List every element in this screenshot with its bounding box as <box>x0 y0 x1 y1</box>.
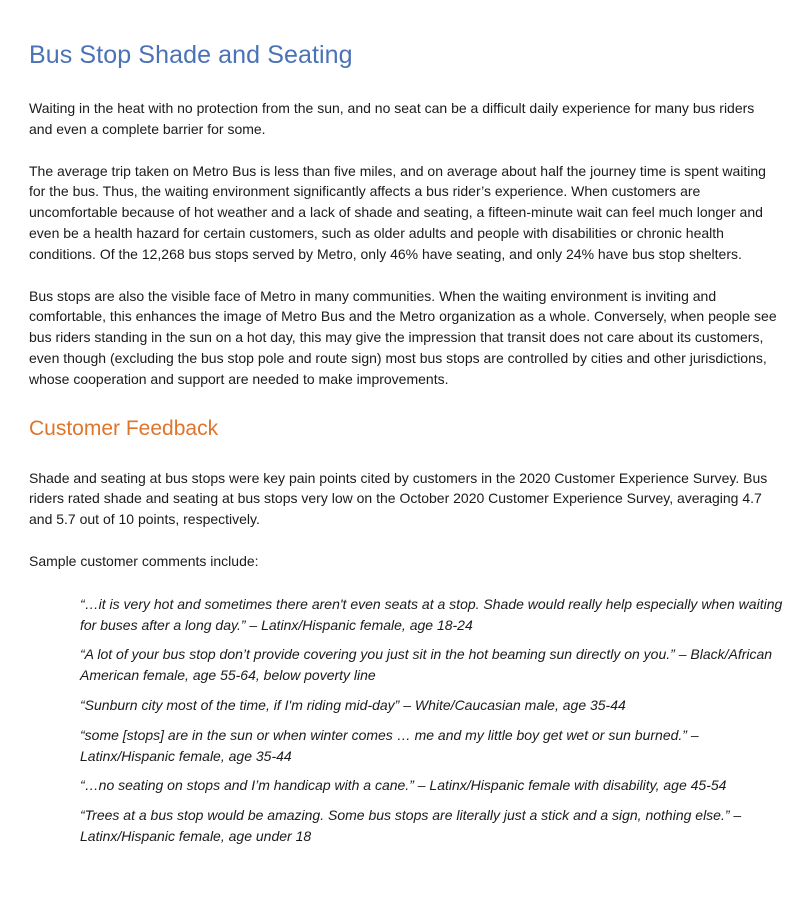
quote-item: “…it is very hot and sometimes there aren't even seats at a stop. Shade would really help especially when waiting for buses after a long day.” – Latinx/Hispanic female, age 18-24 <box>80 595 783 633</box>
quote-item: “some [stops] are in the sun or when winter comes … me and my little boy get wet or sun burned.” – Latinx/Hispanic female, age 35-44 <box>80 726 699 764</box>
intro-paragraph: Waiting in the heat with no protection from the sun, and no seat can be a difficult daily experience for many bus riders and even a complete barrier for some. <box>29 100 755 137</box>
quote-list <box>80 594 790 847</box>
quote-item: “A lot of your bus stop don’t provide covering you just sit in the hot beaming sun directly on you.” – Black/African American female, age 55-64, below poverty line <box>80 646 773 684</box>
quote-item: “Sunburn city most of the time, if I'm riding mid-day” – White/Caucasian male, age 35-44 <box>80 696 626 713</box>
trip-paragraph: The average trip taken on Metro Bus is less than five miles, and on average about half the journey time is spent waiting for the bus. Thus, the waiting environment significantly affects a bus rider’s experience. When customers are uncomfortable because of hot weather and a lack of shade and seating, a fifteen-minute wait can feel much longer and even be a health hazard for certain customers, such as older adults and people with disabilities or chronic health conditions. Of the 12,268 bus stops served by Metro, only 46% have seating, and only 24% have bus stop shelters. <box>29 162 766 262</box>
quote-item: “…no seating on stops and I’m handicap with a cane.” – Latinx/Hispanic female with disability, age 45-54 <box>80 777 727 794</box>
section-heading-feedback: Customer Feedback <box>29 416 219 440</box>
visibility-paragraph: Bus stops are also the visible face of Metro in many communities. When the waiting environment is inviting and comfortable, this enhances the image of Metro Bus and the Metro organization as a whole. Conversely, when people see bus riders standing in the sun on a hot day, this may give the impression that transit does not care about its customers, even though (excluding the bus stop pole and route sign) most bus stops are controlled by cities and other jurisdictions, whose cooperation and support are needed to make improvements. <box>29 287 777 387</box>
sample-comments-label: Sample customer comments include: <box>29 552 259 569</box>
page-title: Bus Stop Shade and Seating <box>29 41 353 69</box>
feedback-intro: Shade and seating at bus stops were key pain points cited by customers in the 2020 Customer Experience Survey. Bus riders rated shade and seating at bus stops very low on the October 2020 Customer Experience Survey, averaging 4.7 and 5.7 out of 10 points, respectively. <box>29 469 768 528</box>
quote-item: “Trees at a bus stop would be amazing. Some bus stops are literally just a stick and a sign, nothing else.” – Latinx/Hispanic female, age under 18 <box>80 807 742 844</box>
